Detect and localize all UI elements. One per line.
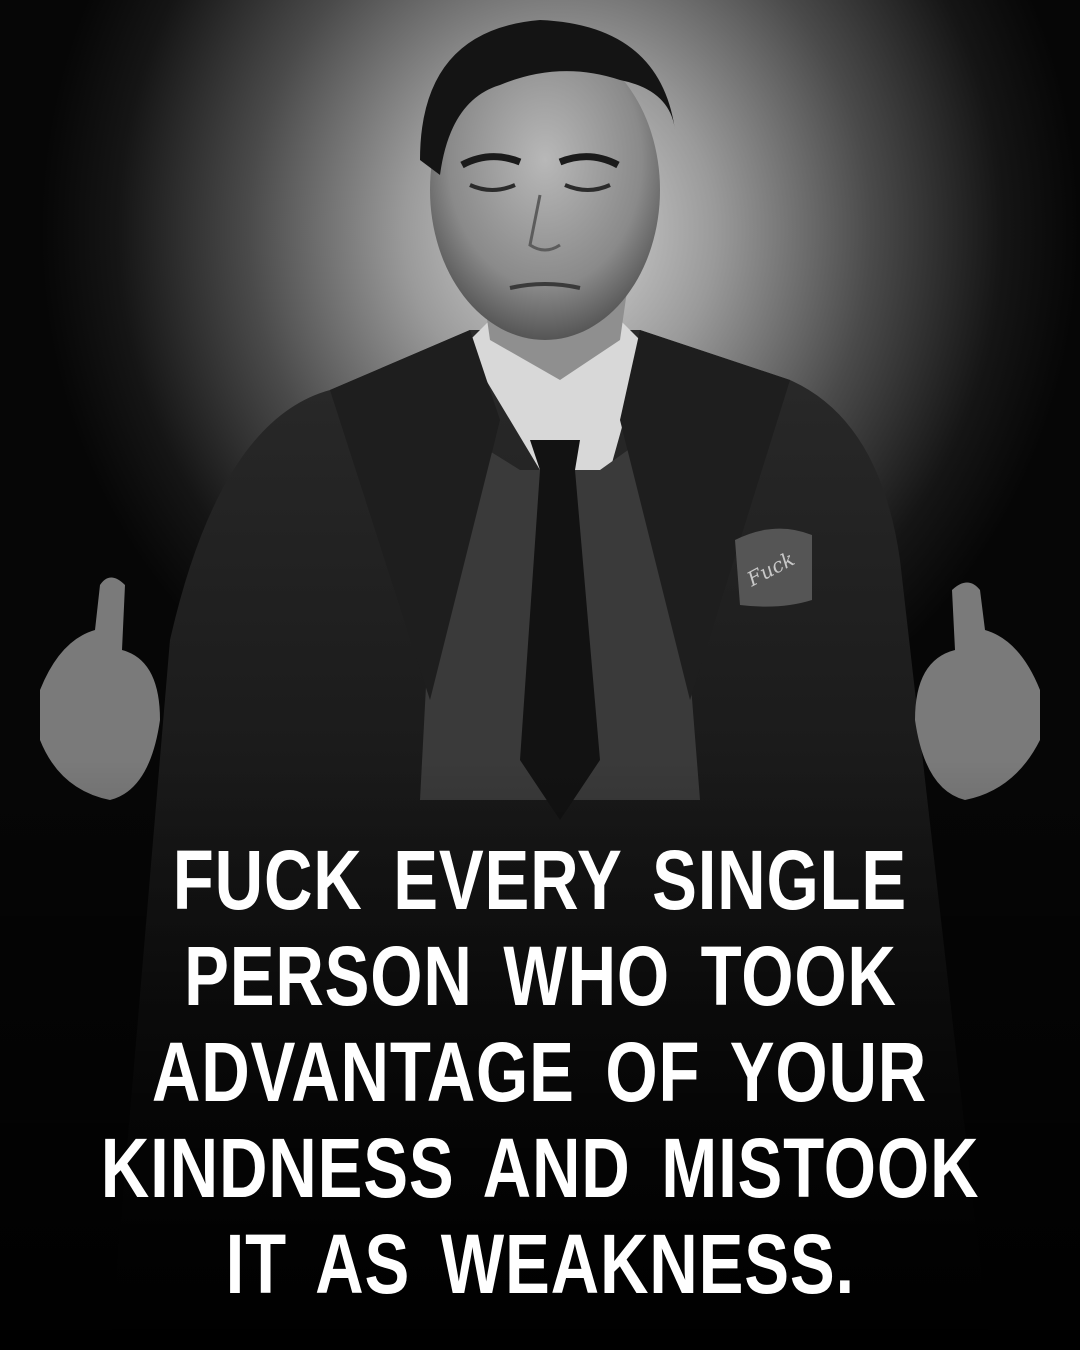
pocket-square-inscription: Fuck	[742, 546, 799, 592]
quote-line-4: KINDNESS AND MISTOOK	[100, 1121, 980, 1215]
quote-line-1: FUCK EVERY SINGLE	[172, 833, 908, 927]
quote-line-3: ADVANTAGE OF YOUR	[152, 1025, 928, 1119]
quote-line-5: IT AS WEAKNESS.	[225, 1217, 855, 1311]
quote-line-2: PERSON WHO TOOK	[183, 929, 897, 1023]
quote-caption	[40, 832, 1040, 1322]
